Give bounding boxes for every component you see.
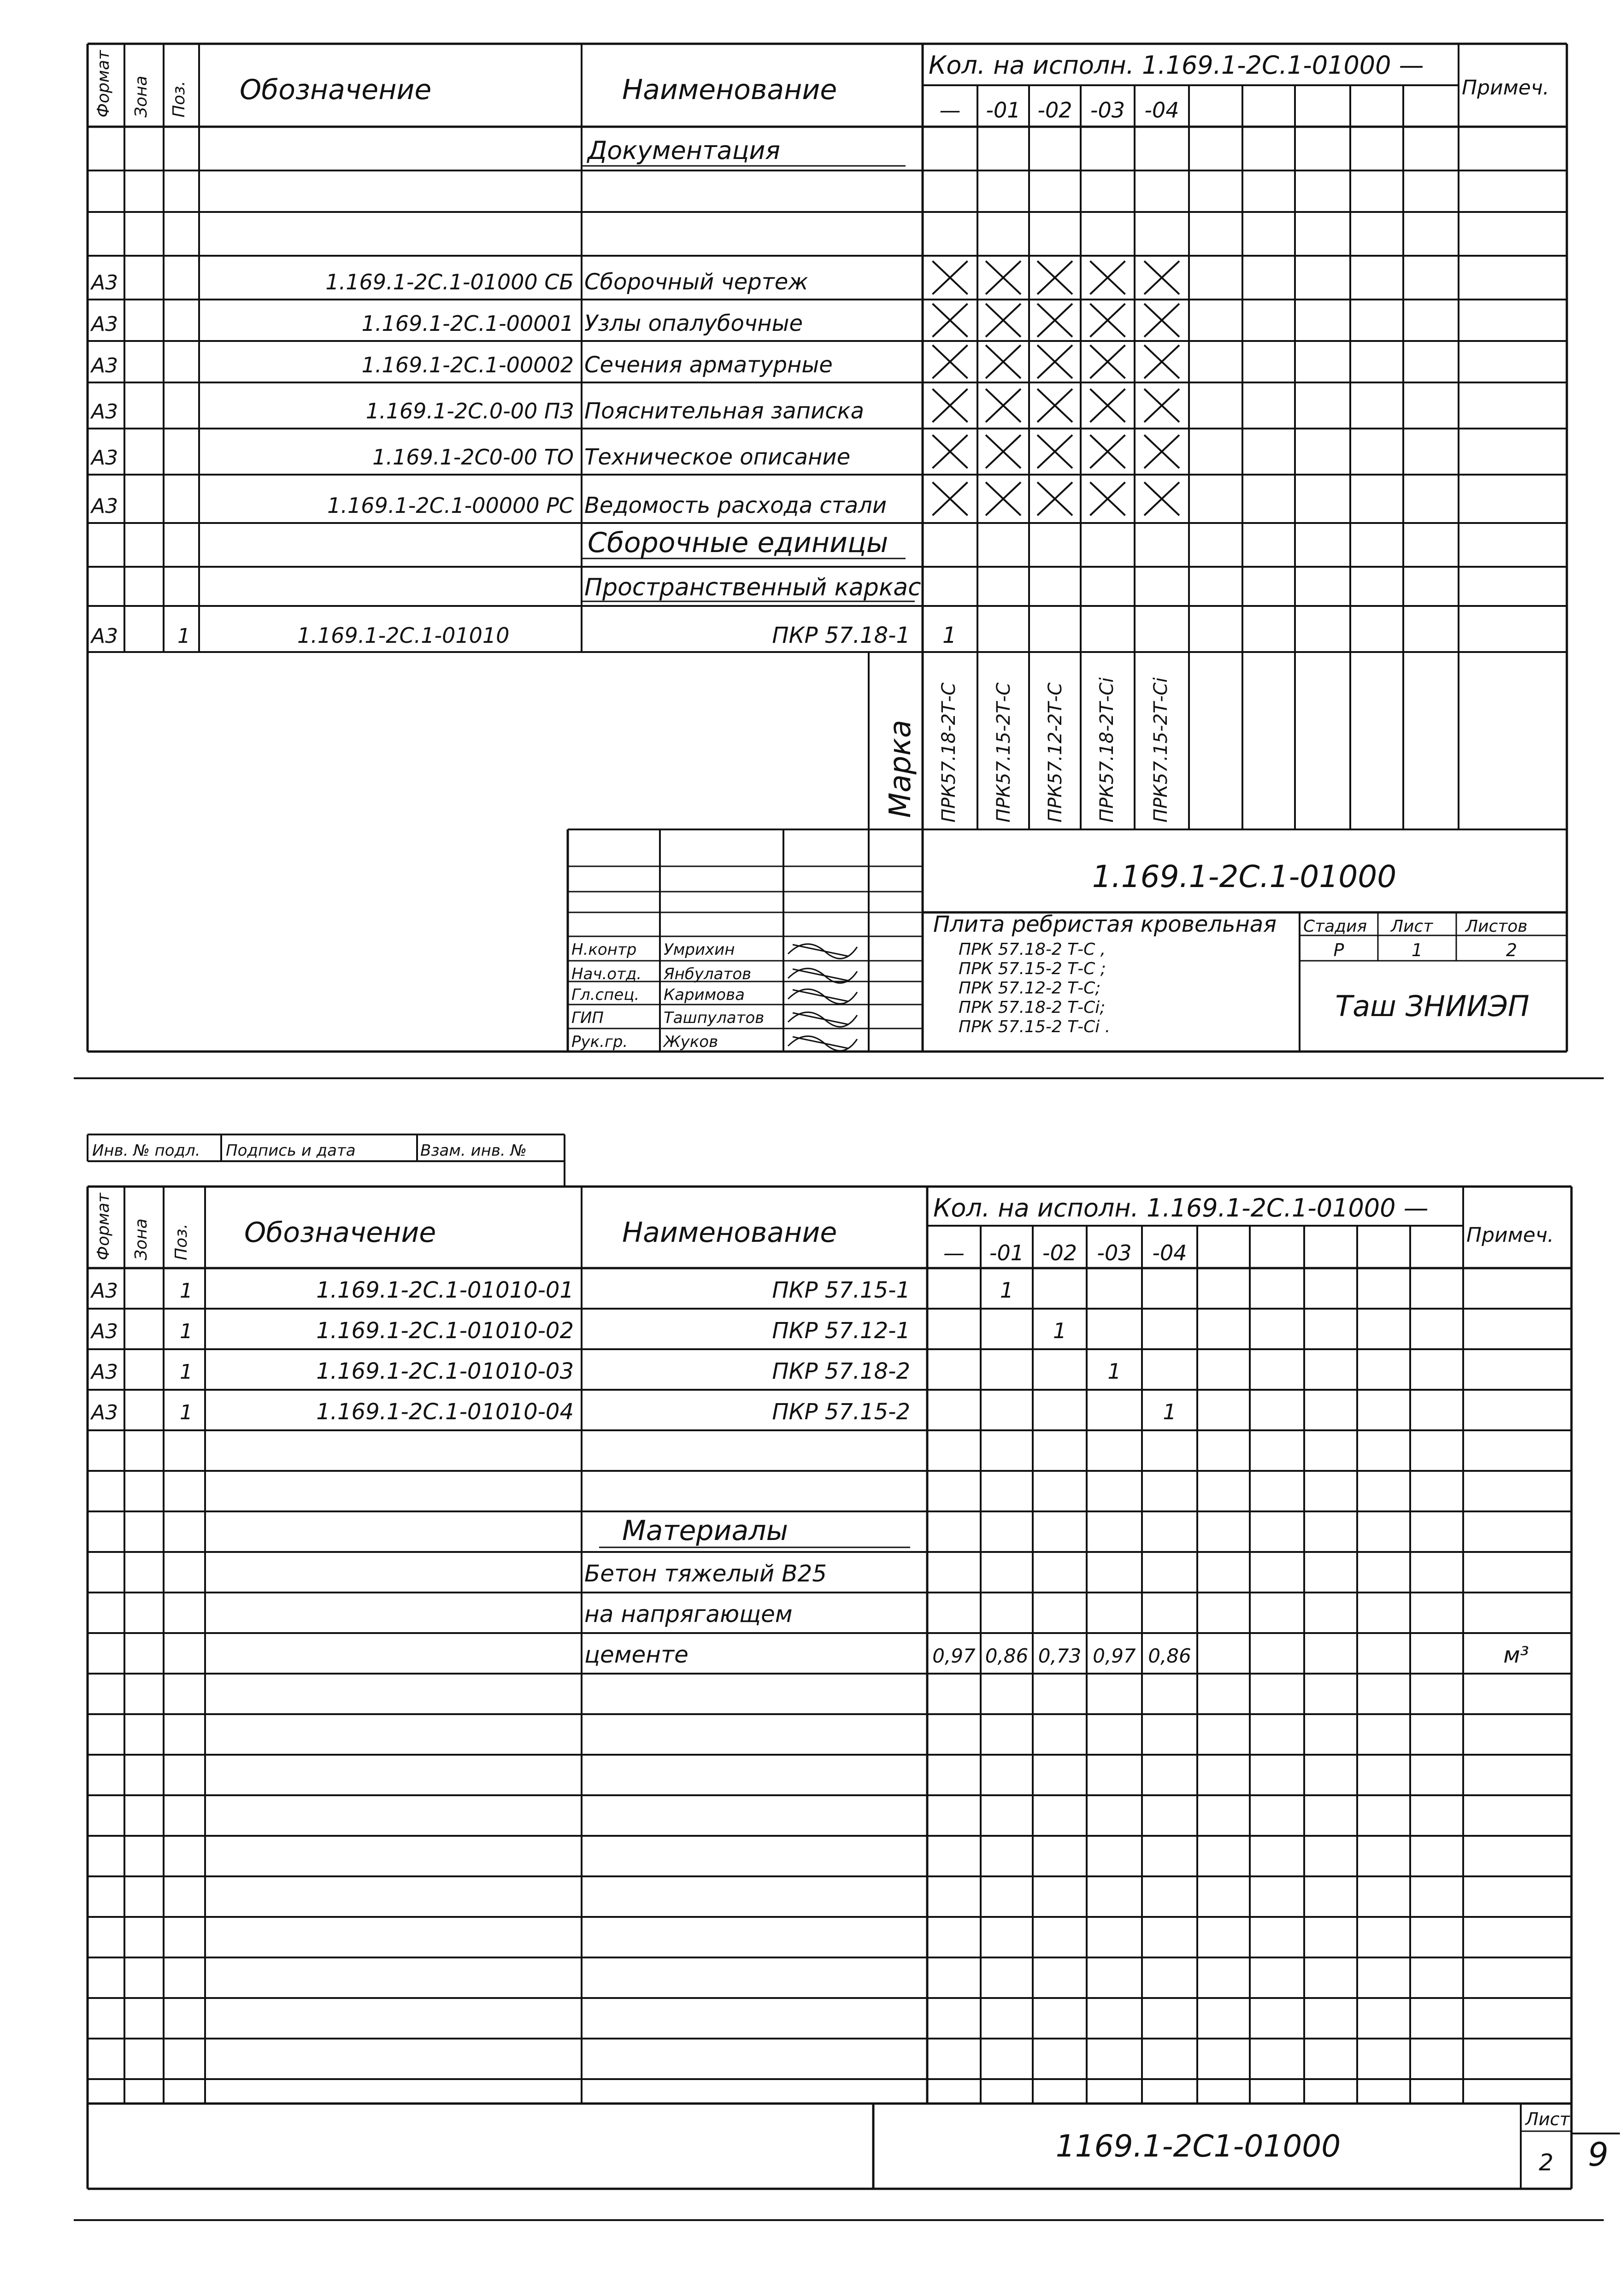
row-format: А3: [91, 1360, 118, 1384]
row-designation: 1.169.1-2С0-00 ТО: [372, 445, 574, 470]
unit-label: м³: [1503, 1642, 1529, 1668]
row-format: А3: [91, 624, 118, 648]
stage-label: Стадия: [1303, 917, 1367, 936]
mark-label-0: ПРК57.18-2Т-С: [938, 682, 959, 823]
title-line: ПРК 57.18-2 Т-Сi;: [959, 998, 1106, 1017]
sheets-value: 2: [1506, 940, 1518, 960]
sheet-label: Лист: [1525, 2109, 1570, 2129]
stamp-vzam-inv: Взам. инв. №: [420, 1141, 527, 1160]
title-line: ПРК 57.12-2 Т-С;: [959, 979, 1101, 998]
row-format: А3: [91, 446, 118, 470]
row-name: Ведомость расхода стали: [584, 493, 887, 518]
title-line: ПРК 57.18-2 Т-С ,: [959, 940, 1106, 959]
row-qty: 1: [1107, 1359, 1121, 1384]
header-zone: Зона: [132, 76, 151, 118]
row-format: А3: [91, 312, 118, 336]
stamp-inv-podl: Инв. № подл.: [92, 1141, 200, 1160]
section-assembly-units: Сборочные единицы: [588, 527, 888, 559]
signature-scribble: [788, 1036, 857, 1051]
row-designation: 1.169.1-2С.1-00001: [361, 311, 574, 336]
stage-value: Р: [1333, 940, 1344, 960]
row-designation: 1.169.1-2С.1-01010-04: [316, 1399, 574, 1425]
row-name: ПКР 57.12-1: [772, 1318, 910, 1344]
material-line: Бетон тяжелый В25: [584, 1560, 827, 1587]
row-format: А3: [91, 1320, 118, 1343]
row-format: А3: [91, 400, 118, 423]
signature-scribble: [788, 944, 857, 959]
header-exec-4: -04: [1144, 98, 1179, 123]
row-name: Сечения арматурные: [584, 352, 833, 378]
row-pos: 1: [180, 1401, 193, 1424]
signature-name: Жуков: [664, 1033, 718, 1051]
header-designation: Обозначение: [244, 1217, 436, 1249]
header-note: Примеч.: [1462, 76, 1549, 100]
title-line: Плита ребристая кровельная: [933, 911, 1277, 937]
header-exec-3: -03: [1090, 98, 1125, 123]
material-line: цементе: [584, 1641, 688, 1668]
mark-label-4: ПРК57.15-2Т-Сi: [1150, 677, 1171, 823]
row-pos: 1: [180, 1360, 193, 1384]
row-designation: 1.169.1-2С.1-01000 СБ: [325, 270, 574, 294]
row-name: ПКР 57.15-1: [772, 1277, 910, 1303]
volume-value: 0,97: [1093, 1645, 1136, 1667]
signature-role: Н.контр: [571, 940, 637, 959]
signature-name: Каримова: [664, 986, 745, 1004]
row-designation: 1.169.1-2С.1-01010-02: [316, 1318, 574, 1344]
section-documentation: Документация: [588, 136, 780, 165]
sheet-value: 2: [1539, 2149, 1553, 2176]
signature-name: Ташпулатов: [664, 1009, 765, 1027]
row-designation: 1.169.1-2С.1-00000 РС: [327, 493, 574, 518]
section-spatial-frame: Пространственный каркас: [584, 574, 921, 601]
signature-role: Нач.отд.: [571, 965, 642, 983]
volume-value: 0,86: [985, 1645, 1029, 1667]
row-designation: 1.169.1-2С.1-00002: [361, 353, 574, 377]
org-name: Таш ЗНИИЭП: [1335, 989, 1530, 1023]
row-designation: 1.169.1-2С.1-01010: [297, 623, 510, 648]
title-line: ПРК 57.15-2 Т-С ;: [959, 959, 1106, 978]
header-exec-0: —: [943, 1240, 965, 1265]
header-format: Формат: [94, 1193, 113, 1260]
row-format: А3: [91, 271, 118, 294]
signature-name: Умрихин: [664, 940, 735, 959]
mark-label-2: ПРК57.12-2Т-С: [1045, 682, 1066, 823]
sheets-label: Листов: [1465, 917, 1528, 936]
header-pos: Поз.: [172, 1223, 191, 1260]
volume-value: 0,73: [1038, 1645, 1082, 1667]
header-designation: Обозначение: [240, 74, 432, 106]
header-note: Примеч.: [1466, 1223, 1554, 1247]
sheet-value: 1: [1411, 940, 1423, 960]
row-designation: 1.169.1-2С.1-01010-01: [316, 1277, 574, 1303]
marka-label: Марка: [883, 720, 918, 818]
row-qty: 1: [942, 623, 957, 648]
row-format: А3: [91, 1401, 118, 1424]
mark-label-1: ПРК57.15-2Т-С: [993, 682, 1014, 823]
header-qty: Кол. на исполн. 1.169.1-2С.1-01000 —: [929, 51, 1424, 80]
row-format: А3: [91, 354, 118, 377]
row-name: ПКР 57.18-1: [772, 623, 910, 648]
volume-value: 0,86: [1148, 1645, 1191, 1667]
mark-label-3: ПРК57.18-2Т-Сi: [1096, 677, 1118, 823]
row-pos: 1: [180, 1320, 193, 1343]
header-exec-2: -02: [1042, 1240, 1077, 1265]
doc-code: 1169.1-2С1-01000: [1055, 2128, 1341, 2164]
row-format: А3: [91, 1279, 118, 1303]
doc-code: 1.169.1-2С.1-01000: [1092, 859, 1397, 894]
row-name: Техническое описание: [584, 444, 851, 470]
row-name: Узлы опалубочные: [584, 311, 803, 336]
header-name: Наименование: [622, 1217, 837, 1249]
header-qty: Кол. на исполн. 1.169.1-2С.1-01000 —: [933, 1193, 1429, 1222]
row-name: Пояснительная записка: [584, 398, 865, 424]
materials-title: Материалы: [622, 1515, 788, 1547]
row-name: ПКР 57.18-2: [772, 1358, 910, 1384]
row-pos: 1: [180, 1279, 193, 1303]
row-designation: 1.169.1-2С.0-00 ПЗ: [365, 399, 574, 423]
signature-scribble: [788, 989, 857, 1004]
signature-scribble: [788, 1012, 857, 1027]
header-format: Формат: [94, 50, 113, 118]
header-exec-0: —: [939, 98, 961, 123]
row-name: ПКР 57.15-2: [772, 1399, 910, 1425]
stamp-sign-date: Подпись и дата: [226, 1141, 356, 1160]
volume-value: 0,97: [932, 1645, 976, 1667]
header-exec-2: -02: [1037, 98, 1072, 123]
material-line: на напрягающем: [584, 1601, 793, 1628]
header-exec-3: -03: [1097, 1240, 1132, 1265]
signature-role: Рук.гр.: [571, 1033, 628, 1051]
row-designation: 1.169.1-2С.1-01010-03: [316, 1358, 574, 1384]
title-line: ПРК 57.15-2 Т-Сi .: [959, 1017, 1111, 1036]
margin-page-number: 9: [1588, 2136, 1609, 2174]
signature-role: ГИП: [571, 1009, 604, 1027]
header-exec-1: -01: [989, 1240, 1024, 1265]
row-name: Сборочный чертеж: [584, 269, 808, 295]
row-qty: 1: [1000, 1278, 1014, 1303]
signature-role: Гл.спец.: [571, 986, 640, 1004]
header-exec-4: -04: [1152, 1240, 1187, 1265]
header-exec-1: -01: [986, 98, 1021, 123]
row-pos: 1: [177, 624, 190, 648]
row-qty: 1: [1053, 1318, 1067, 1343]
row-qty: 1: [1163, 1399, 1177, 1424]
header-zone: Зона: [132, 1218, 151, 1260]
header-pos: Поз.: [170, 81, 188, 118]
sheet-label: Лист: [1391, 917, 1433, 936]
row-format: А3: [91, 494, 118, 518]
header-name: Наименование: [622, 74, 837, 106]
signature-name: Янбулатов: [664, 965, 752, 983]
